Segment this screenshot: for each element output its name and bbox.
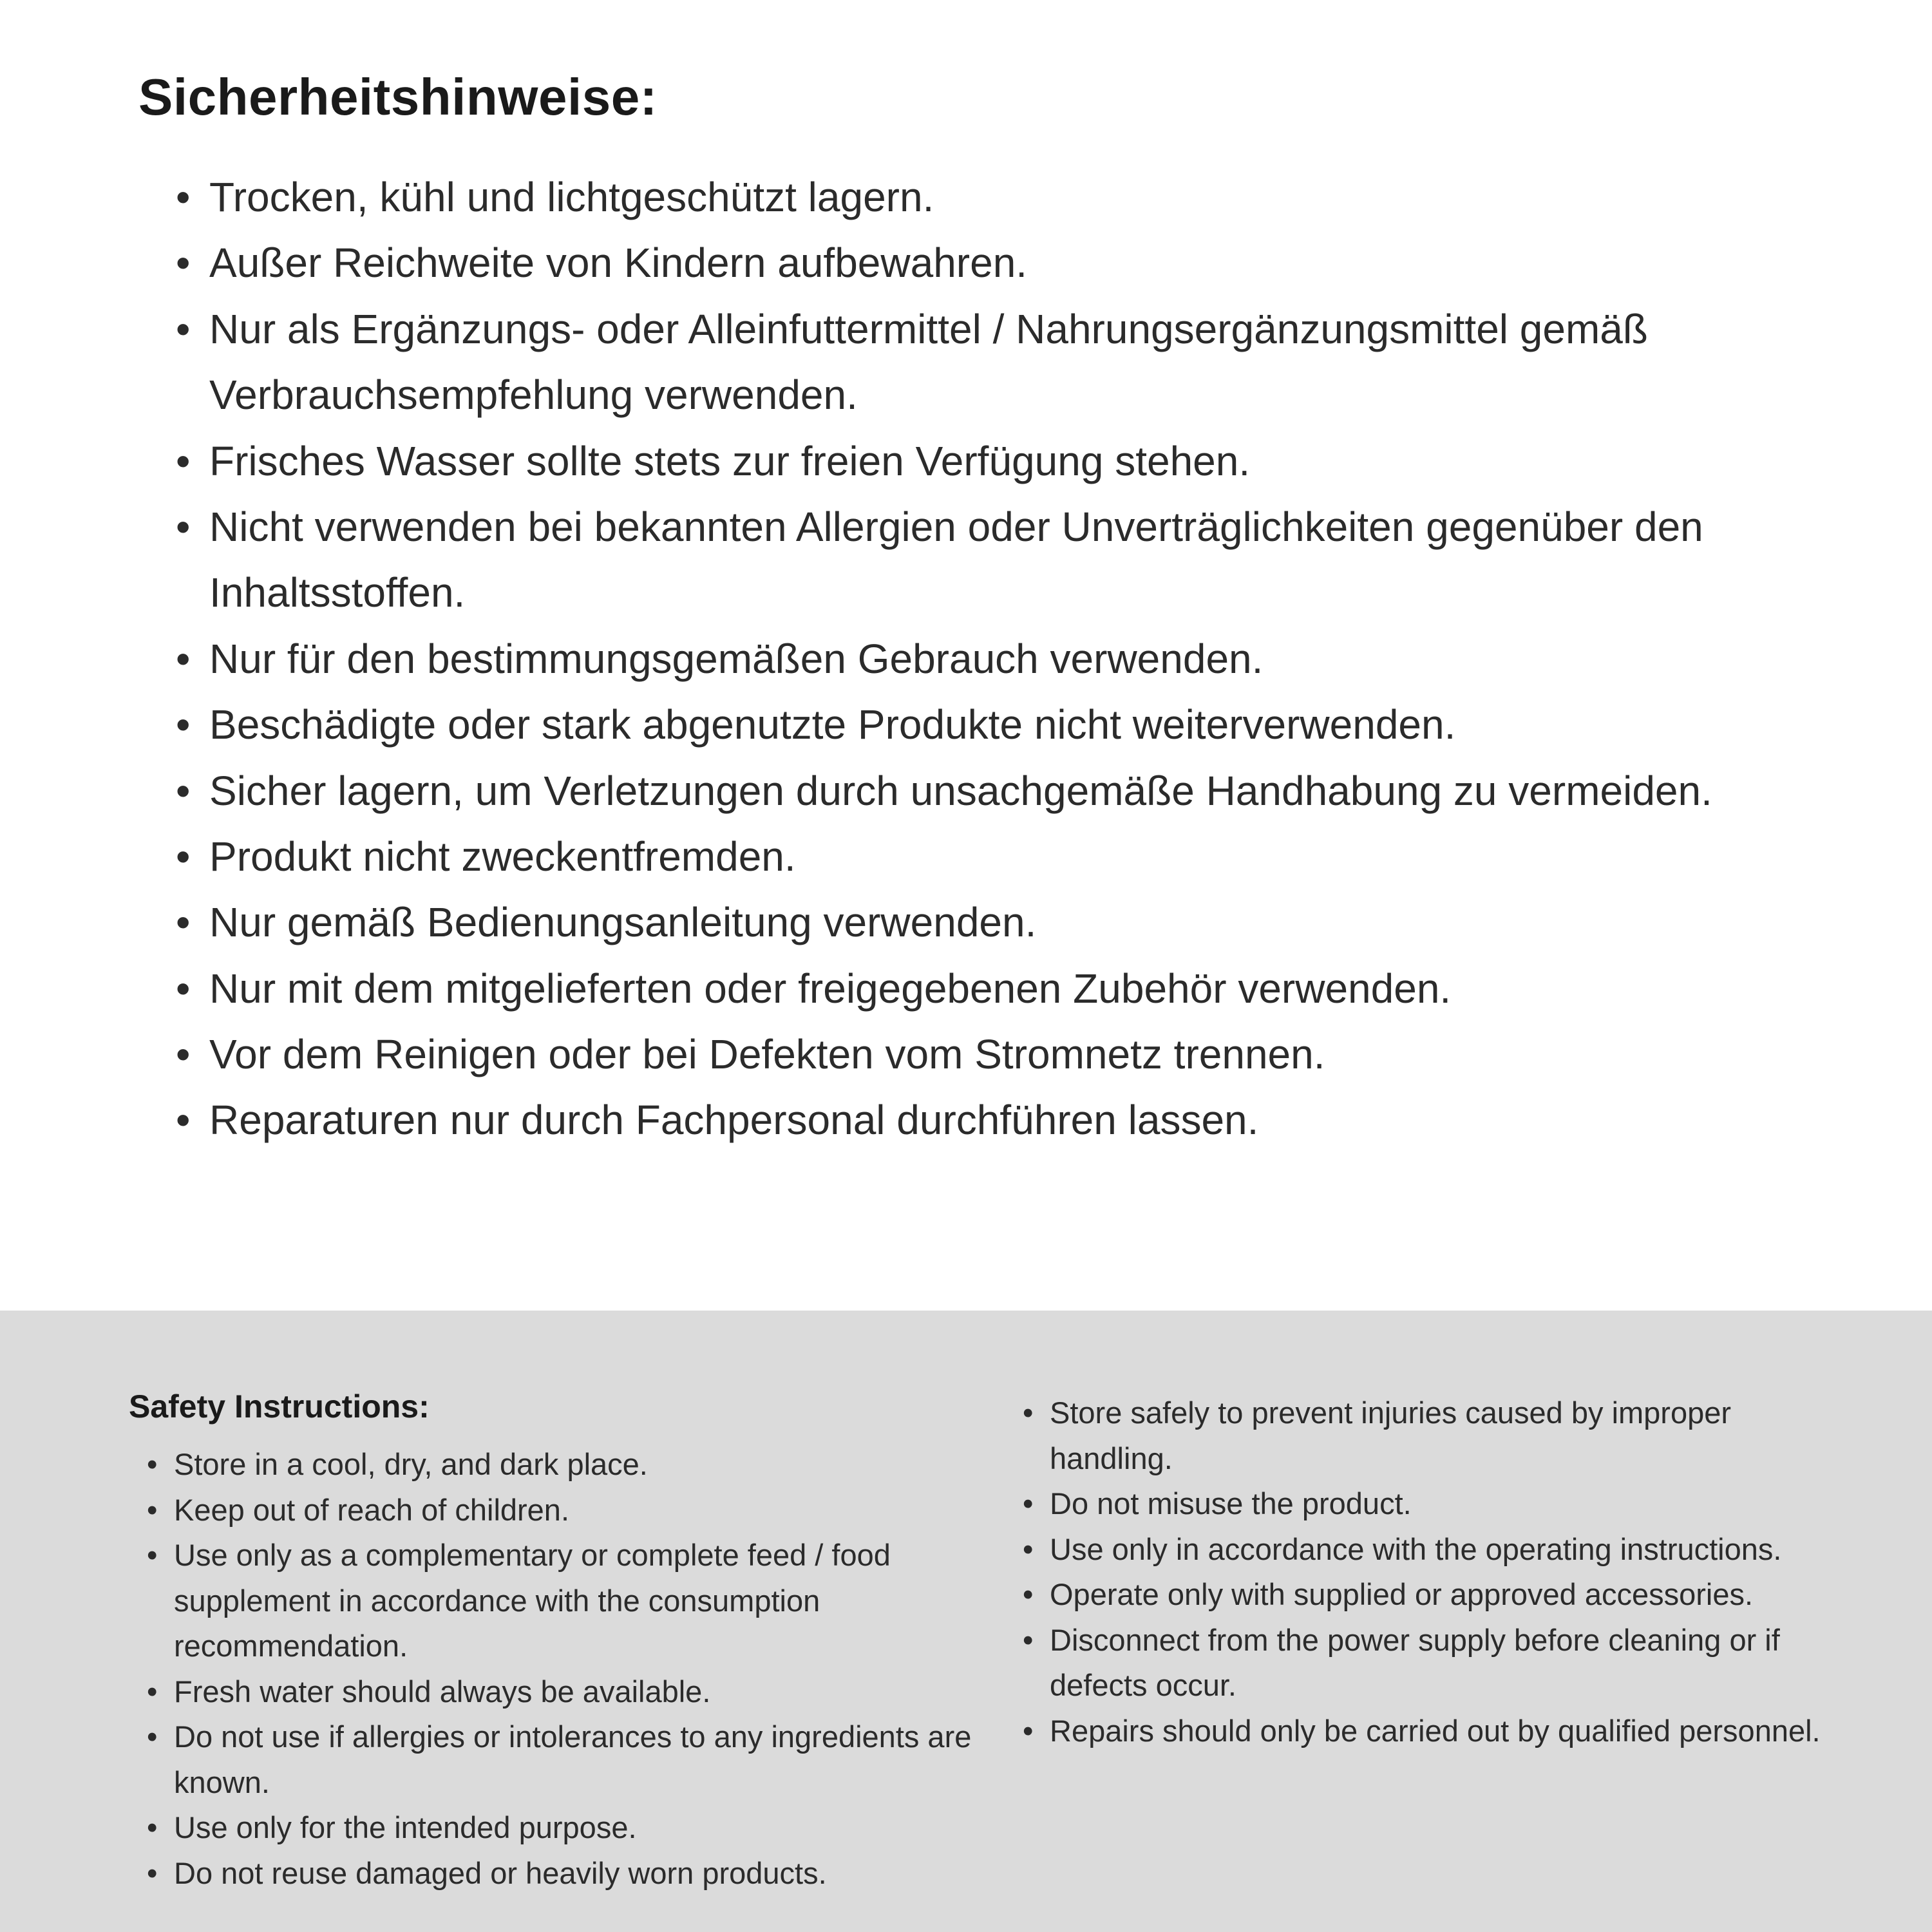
list-item: • Nur als Ergänzungs- oder Alleinfuttermittel / Nahrungsergänzungsmittel gemäß Verbrauchsempfehlung verwenden. — [176, 296, 1803, 428]
list-item: • Nicht verwenden bei bekannten Allergien oder Unverträglichkeiten gegenüber den Inhaltsstoffen. — [176, 494, 1803, 626]
list-item: • Do not use if allergies or intolerances to any ingredients are known. — [147, 1714, 979, 1805]
list-item: • Disconnect from the power supply before cleaning or if defects occur. — [1023, 1618, 1823, 1709]
list-item: • Fresh water should always be available. — [147, 1669, 979, 1715]
english-safety-list-left — [129, 1442, 979, 1896]
list-item: • Keep out of reach of children. — [147, 1488, 979, 1533]
english-safety-section — [0, 1311, 1932, 1932]
list-item: • Beschädigte oder stark abgenutzte Produkte nicht weiterverwenden. — [176, 692, 1803, 757]
list-item: • Nur mit dem mitgelieferten oder freigegebenen Zubehör verwenden. — [176, 956, 1803, 1021]
list-item: • Operate only with supplied or approved accessories. — [1023, 1572, 1823, 1618]
list-item: • Store safely to prevent injuries caused by improper handling. — [1023, 1390, 1823, 1481]
list-item: • Repairs should only be carried out by qualified personnel. — [1023, 1709, 1823, 1754]
list-item: • Do not misuse the product. — [1023, 1481, 1823, 1527]
list-item: • Produkt nicht zweckentfremden. — [176, 824, 1803, 889]
list-item: • Frisches Wasser sollte stets zur freien Verfügung stehen. — [176, 428, 1803, 494]
list-item: • Use only for the intended purpose. — [147, 1805, 979, 1851]
list-item: • Trocken, kühl und lichtgeschützt lagern. — [176, 164, 1803, 230]
list-item: • Nur gemäß Bedienungsanleitung verwenden. — [176, 889, 1803, 955]
list-item: • Store in a cool, dry, and dark place. — [147, 1442, 979, 1488]
english-safety-list-right — [1005, 1390, 1823, 1754]
list-item: • Vor dem Reinigen oder bei Defekten vom Stromnetz trennen. — [176, 1021, 1803, 1087]
german-section-title: Sicherheitshinweise: — [138, 68, 658, 126]
list-item: • Do not reuse damaged or heavily worn products. — [147, 1851, 979, 1897]
list-item: • Use only as a complementary or complete feed / food supplement in accordance with the consumption recommendation. — [147, 1533, 979, 1669]
english-left-column — [129, 1388, 979, 1896]
list-item: • Außer Reichweite von Kindern aufbewahren. — [176, 230, 1803, 296]
english-right-column — [1005, 1388, 1823, 1754]
list-item: • Nur für den bestimmungsgemäßen Gebrauch verwenden. — [176, 626, 1803, 692]
german-safety-list — [138, 164, 1803, 1153]
english-section-title: Safety Instructions: — [129, 1388, 430, 1425]
list-item: • Use only in accordance with the operating instructions. — [1023, 1527, 1823, 1573]
list-item: • Reparaturen nur durch Fachpersonal durchführen lassen. — [176, 1087, 1803, 1153]
list-item: • Sicher lagern, um Verletzungen durch unsachgemäße Handhabung zu vermeiden. — [176, 758, 1803, 824]
